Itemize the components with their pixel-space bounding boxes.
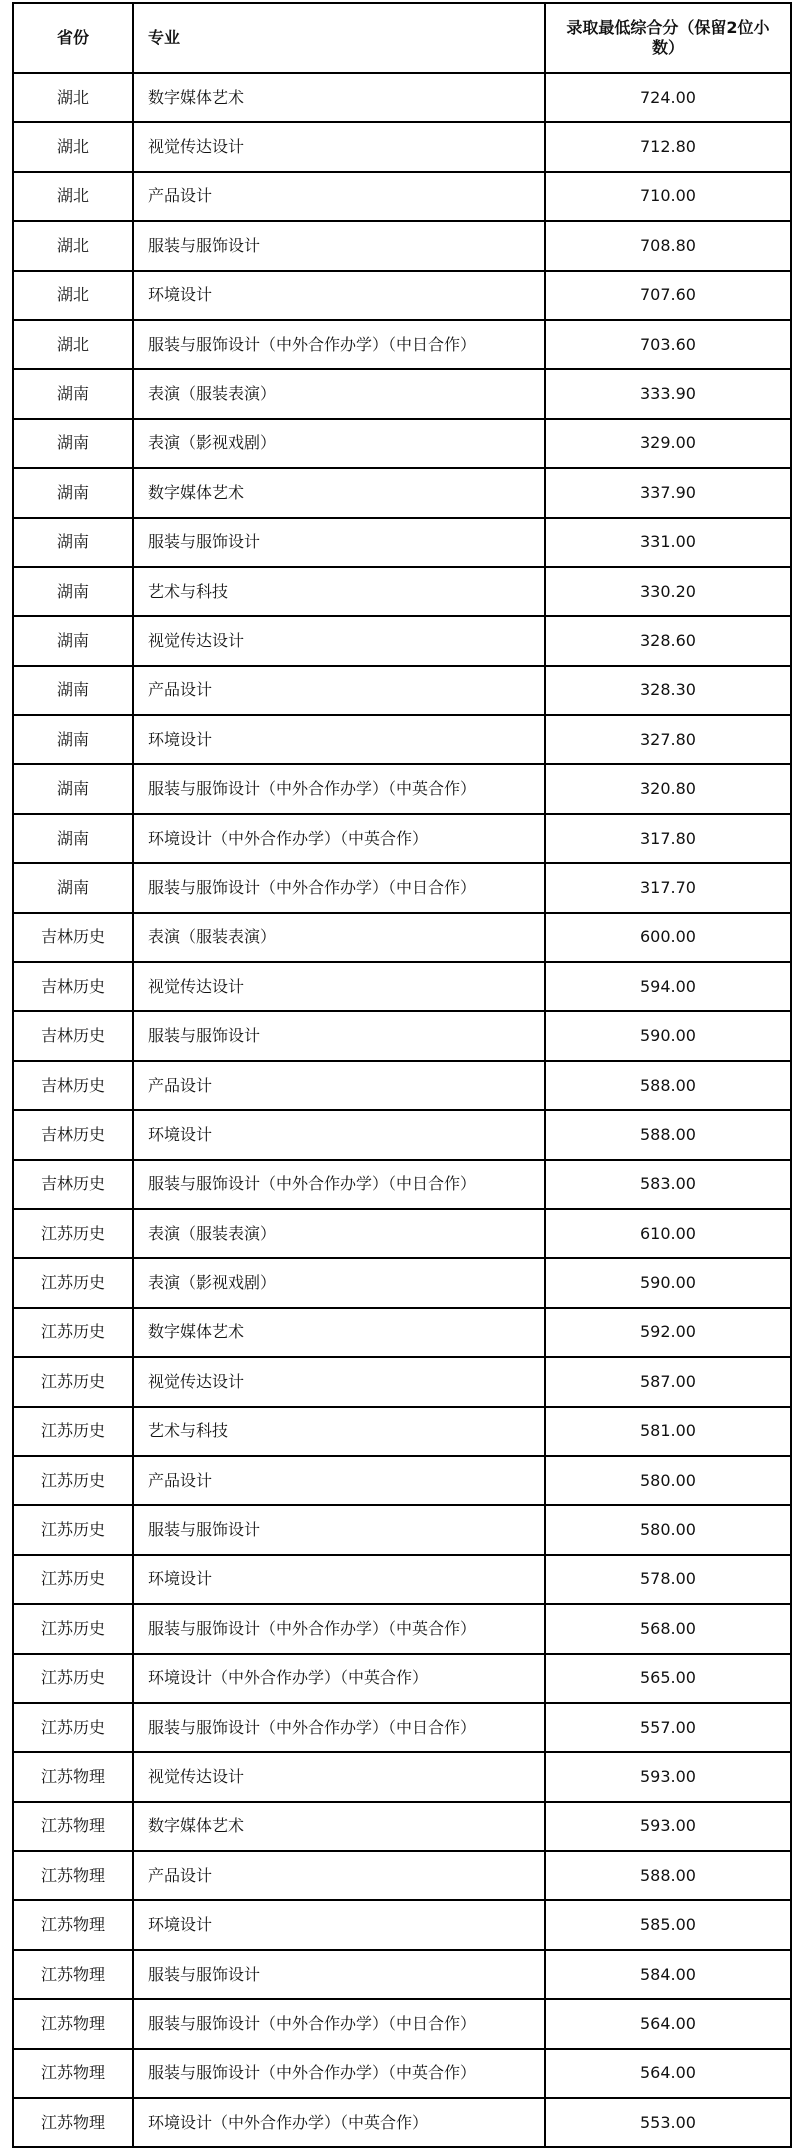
header-min-score: 录取最低综合分（保留2位小数） [545,3,791,73]
province-cell: 吉林历史 [13,913,133,962]
min-score-cell: 564.00 [545,2049,791,2098]
min-score-cell: 588.00 [545,1851,791,1900]
table-row [13,666,791,715]
min-score-cell: 585.00 [545,1900,791,1949]
major-cell: 视觉传达设计 [133,1357,545,1406]
table-row [13,1258,791,1307]
table-row [13,1209,791,1258]
province-cell: 江苏物理 [13,1999,133,2048]
table-row [13,1654,791,1703]
min-score-cell: 333.90 [545,369,791,418]
major-cell: 产品设计 [133,666,545,715]
table-header [13,3,791,73]
province-cell: 湖南 [13,518,133,567]
table-row [13,567,791,616]
table-row [13,1703,791,1752]
table-row [13,1999,791,2048]
table-row [13,764,791,813]
province-cell: 湖北 [13,320,133,369]
table-row [13,2098,791,2147]
major-cell: 服装与服饰设计（中外合作办学）（中日合作） [133,1703,545,1752]
table-row [13,369,791,418]
major-cell: 表演（影视戏剧） [133,1258,545,1307]
min-score-cell: 580.00 [545,1505,791,1554]
min-score-cell: 590.00 [545,1258,791,1307]
min-score-cell: 593.00 [545,1802,791,1851]
province-cell: 江苏历史 [13,1604,133,1653]
major-cell: 服装与服饰设计（中外合作办学）（中日合作） [133,1160,545,1209]
min-score-cell: 557.00 [545,1703,791,1752]
major-cell: 服装与服饰设计 [133,1950,545,1999]
table-row [13,320,791,369]
province-cell: 湖南 [13,715,133,764]
min-score-cell: 317.70 [545,863,791,912]
major-cell: 产品设计 [133,172,545,221]
min-score-cell: 328.60 [545,616,791,665]
major-cell: 艺术与科技 [133,1407,545,1456]
province-cell: 吉林历史 [13,1061,133,1110]
table-row [13,1555,791,1604]
major-cell: 服装与服饰设计 [133,1011,545,1060]
major-cell: 服装与服饰设计（中外合作办学）（中日合作） [133,1999,545,2048]
major-cell: 服装与服饰设计（中外合作办学）（中英合作） [133,764,545,813]
major-cell: 环境设计 [133,1110,545,1159]
major-cell: 产品设计 [133,1456,545,1505]
min-score-cell: 317.80 [545,814,791,863]
province-cell: 湖南 [13,764,133,813]
table-row [13,1110,791,1159]
header-province: 省份 [13,3,133,73]
province-cell: 江苏历史 [13,1654,133,1703]
major-cell: 服装与服饰设计（中外合作办学）（中日合作） [133,320,545,369]
province-cell: 江苏历史 [13,1703,133,1752]
min-score-cell: 712.80 [545,122,791,171]
table-row [13,221,791,270]
province-cell: 江苏历史 [13,1456,133,1505]
table-row [13,1011,791,1060]
table-row [13,1061,791,1110]
table-row [13,73,791,122]
province-cell: 吉林历史 [13,1160,133,1209]
min-score-cell: 565.00 [545,1654,791,1703]
province-cell: 吉林历史 [13,1011,133,1060]
min-score-cell: 578.00 [545,1555,791,1604]
table-row [13,913,791,962]
min-score-cell: 580.00 [545,1456,791,1505]
major-cell: 服装与服饰设计（中外合作办学）（中日合作） [133,863,545,912]
min-score-cell: 594.00 [545,962,791,1011]
province-cell: 江苏物理 [13,1950,133,1999]
table-row [13,2049,791,2098]
province-cell: 湖南 [13,616,133,665]
province-cell: 湖北 [13,122,133,171]
header-row [13,3,791,73]
province-cell: 江苏历史 [13,1357,133,1406]
province-cell: 江苏物理 [13,1752,133,1801]
province-cell: 江苏物理 [13,1802,133,1851]
province-cell: 江苏历史 [13,1308,133,1357]
table-row [13,172,791,221]
min-score-cell: 593.00 [545,1752,791,1801]
table-row [13,1357,791,1406]
min-score-cell: 707.60 [545,271,791,320]
table-row [13,271,791,320]
table-row [13,1407,791,1456]
table-row [13,1851,791,1900]
province-cell: 湖南 [13,419,133,468]
major-cell: 服装与服饰设计（中外合作办学）（中英合作） [133,2049,545,2098]
province-cell: 江苏历史 [13,1555,133,1604]
table-row [13,863,791,912]
major-cell: 产品设计 [133,1851,545,1900]
min-score-cell: 331.00 [545,518,791,567]
min-score-cell: 610.00 [545,1209,791,1258]
major-cell: 数字媒体艺术 [133,1802,545,1851]
major-cell: 环境设计 [133,271,545,320]
min-score-cell: 588.00 [545,1110,791,1159]
province-cell: 湖南 [13,468,133,517]
table-row [13,1308,791,1357]
major-cell: 表演（服装表演） [133,1209,545,1258]
province-cell: 江苏物理 [13,1851,133,1900]
major-cell: 服装与服饰设计（中外合作办学）（中英合作） [133,1604,545,1653]
major-cell: 环境设计（中外合作办学）（中英合作） [133,814,545,863]
header-major: 专业 [133,3,545,73]
admission-score-table [12,2,792,2148]
major-cell: 表演（影视戏剧） [133,419,545,468]
min-score-cell: 588.00 [545,1061,791,1110]
min-score-cell: 592.00 [545,1308,791,1357]
major-cell: 环境设计 [133,1555,545,1604]
table-row [13,1752,791,1801]
min-score-cell: 328.30 [545,666,791,715]
min-score-cell: 329.00 [545,419,791,468]
province-cell: 湖北 [13,271,133,320]
table-row [13,1604,791,1653]
major-cell: 艺术与科技 [133,567,545,616]
province-cell: 江苏物理 [13,2098,133,2147]
min-score-cell: 327.80 [545,715,791,764]
province-cell: 湖北 [13,73,133,122]
province-cell: 湖南 [13,863,133,912]
province-cell: 湖南 [13,814,133,863]
major-cell: 产品设计 [133,1061,545,1110]
province-cell: 江苏历史 [13,1209,133,1258]
major-cell: 表演（服装表演） [133,369,545,418]
table-row [13,518,791,567]
province-cell: 湖南 [13,666,133,715]
major-cell: 环境设计（中外合作办学）（中英合作） [133,1654,545,1703]
major-cell: 服装与服饰设计 [133,518,545,567]
min-score-cell: 710.00 [545,172,791,221]
province-cell: 湖南 [13,369,133,418]
min-score-cell: 581.00 [545,1407,791,1456]
province-cell: 湖北 [13,221,133,270]
table-row [13,122,791,171]
min-score-cell: 703.60 [545,320,791,369]
major-cell: 服装与服饰设计 [133,221,545,270]
table-row [13,1160,791,1209]
min-score-cell: 590.00 [545,1011,791,1060]
min-score-cell: 330.20 [545,567,791,616]
major-cell: 服装与服饰设计 [133,1505,545,1554]
table-row [13,715,791,764]
major-cell: 环境设计 [133,715,545,764]
min-score-cell: 708.80 [545,221,791,270]
table-row [13,419,791,468]
province-cell: 江苏物理 [13,1900,133,1949]
major-cell: 数字媒体艺术 [133,73,545,122]
major-cell: 数字媒体艺术 [133,1308,545,1357]
min-score-cell: 564.00 [545,1999,791,2048]
major-cell: 数字媒体艺术 [133,468,545,517]
province-cell: 吉林历史 [13,962,133,1011]
table-row [13,616,791,665]
province-cell: 湖北 [13,172,133,221]
table-row [13,1505,791,1554]
min-score-cell: 724.00 [545,73,791,122]
table-row [13,1900,791,1949]
min-score-cell: 320.80 [545,764,791,813]
province-cell: 江苏历史 [13,1505,133,1554]
table-row [13,1456,791,1505]
major-cell: 视觉传达设计 [133,1752,545,1801]
major-cell: 视觉传达设计 [133,616,545,665]
min-score-cell: 553.00 [545,2098,791,2147]
table-row [13,962,791,1011]
min-score-cell: 600.00 [545,913,791,962]
major-cell: 表演（服装表演） [133,913,545,962]
min-score-cell: 337.90 [545,468,791,517]
province-cell: 江苏历史 [13,1258,133,1307]
table-body [13,73,791,2147]
table-row [13,1802,791,1851]
major-cell: 视觉传达设计 [133,962,545,1011]
major-cell: 环境设计（中外合作办学）（中英合作） [133,2098,545,2147]
province-cell: 江苏历史 [13,1407,133,1456]
province-cell: 吉林历史 [13,1110,133,1159]
province-cell: 湖南 [13,567,133,616]
province-cell: 江苏物理 [13,2049,133,2098]
major-cell: 视觉传达设计 [133,122,545,171]
table-row [13,814,791,863]
min-score-cell: 587.00 [545,1357,791,1406]
min-score-cell: 568.00 [545,1604,791,1653]
major-cell: 环境设计 [133,1900,545,1949]
min-score-cell: 584.00 [545,1950,791,1999]
table-row [13,1950,791,1999]
min-score-cell: 583.00 [545,1160,791,1209]
table-row [13,468,791,517]
